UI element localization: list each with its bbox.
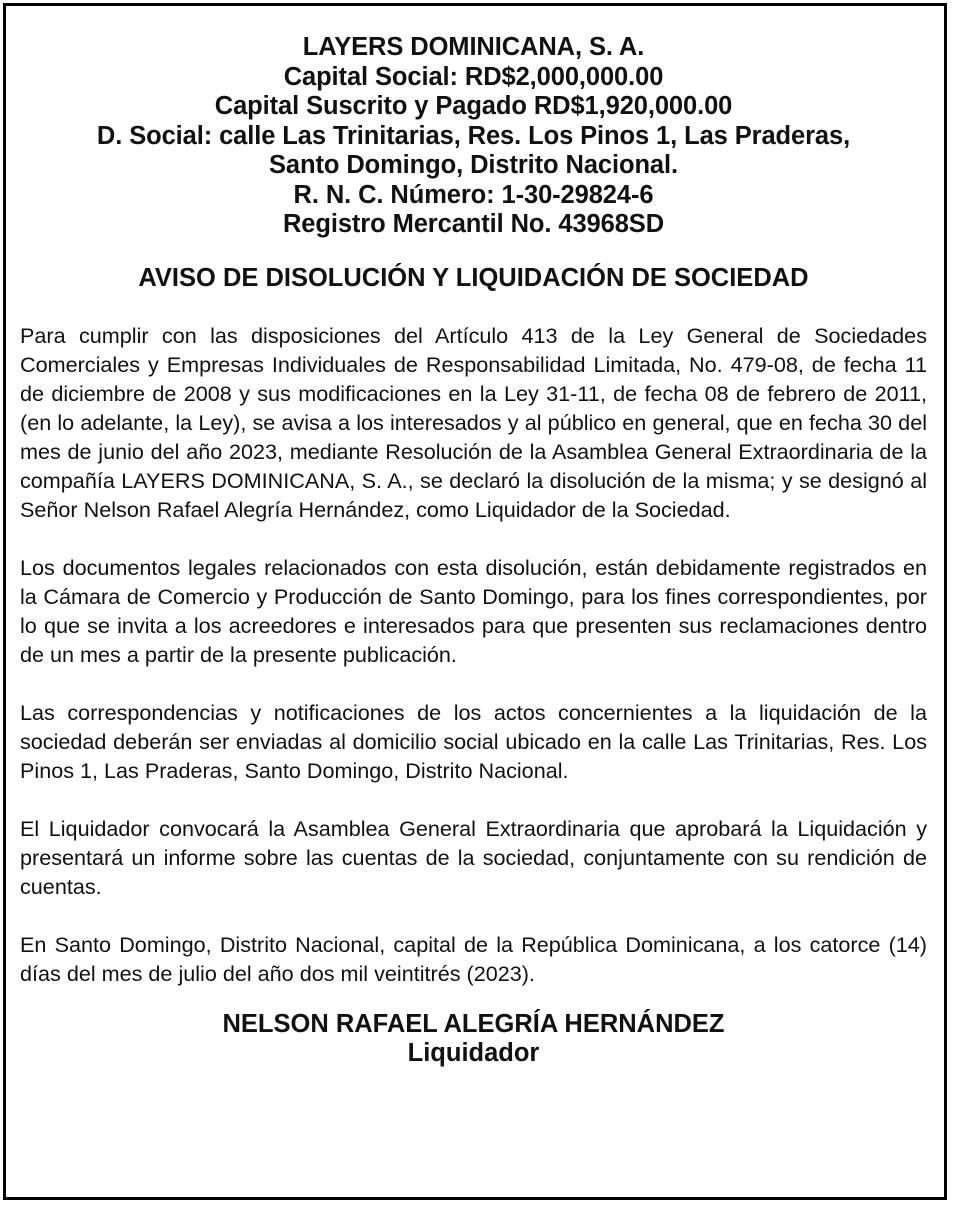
domicilio-line-2: Santo Domingo, Distrito Nacional. [269,151,678,179]
paragraph-dissolution: Para cumplir con las disposiciones del Artículo 413 de la Ley General de Sociedades Comerciales y Empresas Individuales de Responsabilidad Limitada, No. 479-08, de fecha 11 de diciembre de 2008 y sus modificaciones en la Ley 31-11, de fecha 08 de febrero de 2011, (en lo adelante, la Ley), se avisa a los interesados y al público en general, que en fecha 30 del mes de junio del año 2023, mediante Resolución de la Asamblea General Extraordinaria de la compañía LAYERS DOMINICANA, S. A., se declaró la disolución de la misma; y se designó al Señor Nelson Rafael Alegría Hernández, como Liquidador de la Sociedad. [20,322,927,522]
capital-suscrito: Capital Suscrito y Pagado RD$1,920,000.00 [214,92,733,120]
paragraph-documents: Los documentos legales relacionados con esta disolución, están debidamente registrados en la Cámara de Comercio y Producción de Santo Domingo, para los fines correspondientes, por lo que se invita a los acreedores e interesados para que presenten sus reclamaciones dentro de un mes a partir de la presente publicación. [20,554,927,667]
notice-title: AVISO DE DISOLUCIÓN Y LIQUIDACIÓN DE SOCIEDAD [138,263,809,292]
registro-mercantil: Registro Mercantil No. 43968SD [282,210,665,238]
paragraph-correspondence: Las correspondencias y notificaciones de los actos concernientes a la liquidación de la sociedad deberán ser enviadas al domicilio social ubicado en la calle Las Trinitarias, Res. Los Pinos 1, Las Praderas, Santo Domingo, Distrito Nacional. [20,699,927,783]
signatory-role: Liquidador [407,1039,540,1067]
rnc-number: R. N. C. Número: 1-30-29824-6 [293,180,654,209]
signatory-name: NELSON RAFAEL ALEGRÍA HERNÁNDEZ [222,1009,725,1038]
domicilio-line-1: D. Social: calle Las Trinitarias, Res. Los Pinos 1, Las Praderas, [96,121,851,150]
notice-content [20,33,927,1069]
paragraph-liquidator: El Liquidador convocará la Asamblea General Extraordinaria que aprobará la Liquidación y presentará un informe sobre las cuentas de la sociedad, conjuntamente con su rendición de cuentas. [20,815,927,899]
signature-block [20,1010,927,1069]
company-header [20,33,927,240]
company-name: LAYERS DOMINICANA, S. A. [302,33,645,61]
paragraph-date: En Santo Domingo, Distrito Nacional, capital de la República Dominicana, a los catorce (14) días del mes de julio del año dos mil veintitrés (2023). [20,931,927,986]
capital-social: Capital Social: RD$2,000,000.00 [283,62,664,91]
